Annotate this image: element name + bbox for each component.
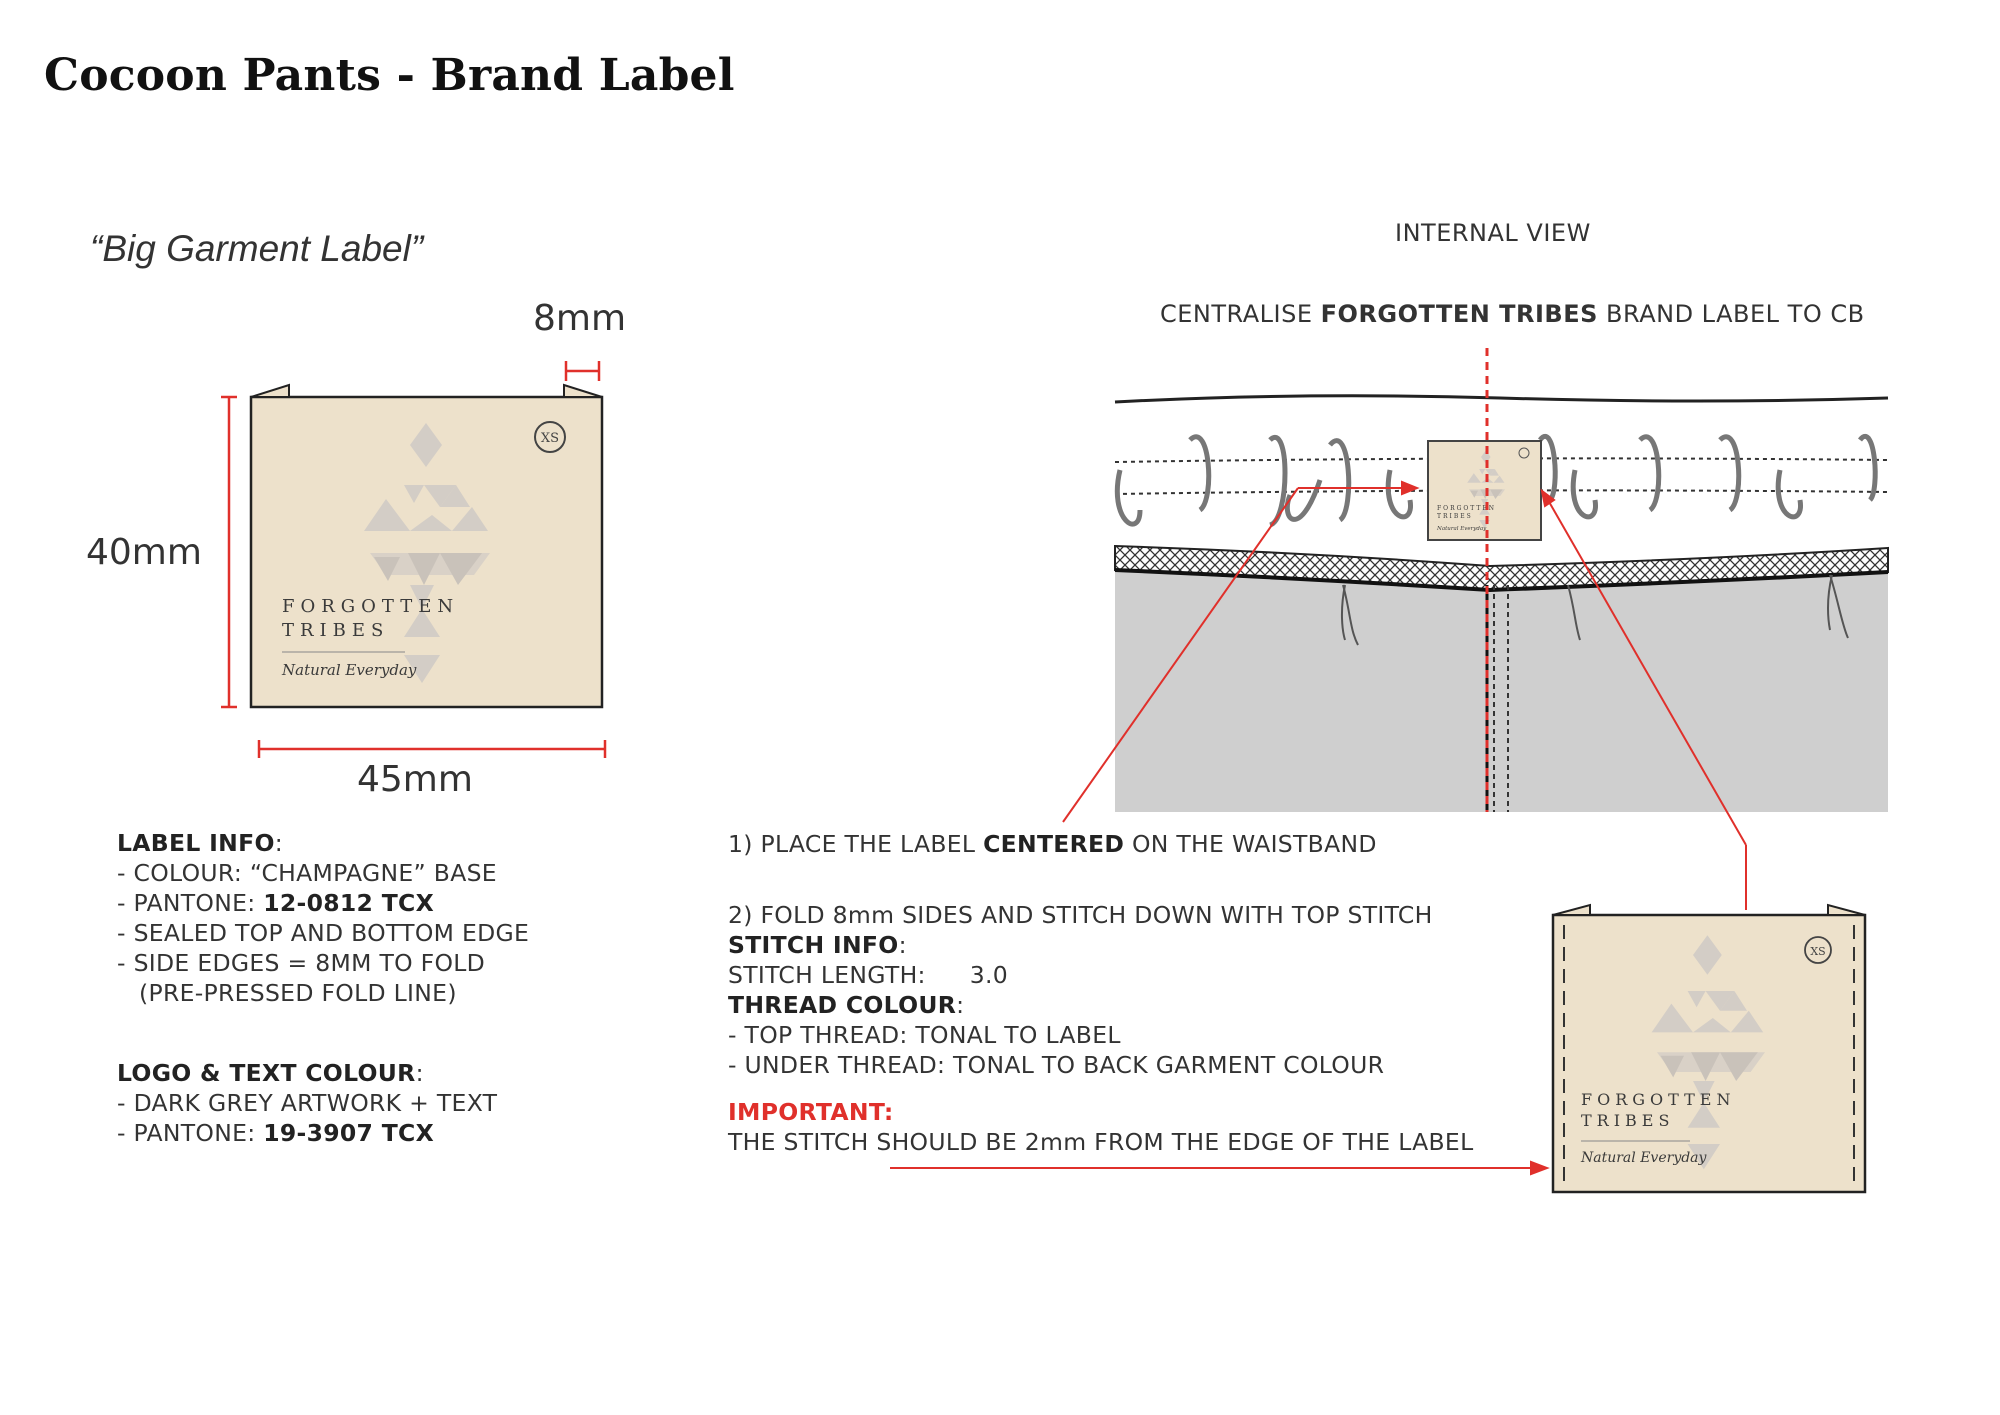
logo-info-heading: LOGO & TEXT COLOUR [117, 1059, 416, 1087]
list-item: - PANTONE: 12-0812 TCX [117, 889, 434, 917]
width-dimension-label: 45mm [357, 759, 473, 800]
brand-name-line1: FORGOTTEN [282, 596, 460, 617]
stitch-info-heading: STITCH INFO [728, 931, 899, 959]
size-badge-text: XS [540, 431, 560, 446]
important-heading: IMPORTANT [728, 1098, 884, 1126]
thread-top: - TOP THREAD: TONAL TO LABEL [728, 1021, 1121, 1049]
height-dimension-label: 40mm [86, 532, 202, 573]
svg-text:Natural Everyday: Natural Everyday [1437, 526, 1487, 532]
list-item: (PRE-PRESSED FOLD LINE) [139, 979, 457, 1007]
svg-text:TRIBES: TRIBES [1581, 1111, 1675, 1130]
svg-text:XS: XS [1810, 945, 1826, 958]
waistband-drawing [1115, 348, 1888, 812]
brand-name-line2: TRIBES [282, 620, 390, 641]
svg-text:Natural Everyday: Natural Everyday [1581, 1150, 1707, 1166]
list-item: - SEALED TOP AND BOTTOM EDGE [117, 919, 530, 947]
fold-tab-left [251, 385, 289, 397]
svg-text:FORGOTTEN: FORGOTTEN [1581, 1090, 1736, 1109]
list-item: - DARK GREY ARTWORK + TEXT [117, 1089, 498, 1117]
big-label-heading: “Big Garment Label” [90, 228, 424, 269]
tagline: Natural Everyday [282, 661, 417, 679]
page-title: Cocoon Pants - Brand Label [44, 50, 735, 101]
svg-text:TRIBES: TRIBES [1437, 513, 1473, 520]
fold-tab-right [564, 385, 602, 397]
label-info-heading: LABEL INFO [117, 829, 275, 857]
logo-info-block: LOGO & TEXT COLOUR: - DARK GREY ARTWORK + TEXT - PANTONE: 19-3907 TCX [117, 1059, 498, 1147]
internal-view-heading: INTERNAL VIEW [1395, 219, 1591, 247]
list-item: - COLOUR: “CHAMPAGNE” BASE [117, 859, 497, 887]
stitch-length: STITCH LENGTH: 3.0 [728, 961, 1009, 989]
step-1: 1) PLACE THE LABEL CENTERED ON THE WAISTBAND [728, 830, 1377, 858]
garment-back [1115, 565, 1888, 812]
step-2: 2) FOLD 8mm SIDES AND STITCH DOWN WITH TOP STITCH [728, 901, 1433, 929]
big-label-drawing [251, 385, 602, 707]
list-item: - PANTONE: 19-3907 TCX [117, 1119, 434, 1147]
important-block: IMPORTANT: THE STITCH SHOULD BE 2mm FROM THE EDGE OF THE LABEL [728, 1098, 1474, 1156]
thread-colour-heading: THREAD COLOUR [728, 991, 957, 1019]
important-text: THE STITCH SHOULD BE 2mm FROM THE EDGE OF THE LABEL [728, 1128, 1474, 1156]
label-info-block: LABEL INFO: - COLOUR: “CHAMPAGNE” BASE - PANTONE: 12-0812 TCX - SEALED TOP AND BOTTOM EDGE - SIDE EDGES = 8MM TO FOLD (PRE-PRESSED FOLD LINE) [117, 829, 530, 1007]
waistband-top-edge [1115, 396, 1888, 402]
fold-dimension-label: 8mm [533, 298, 627, 339]
list-item: - SIDE EDGES = 8MM TO FOLD [117, 949, 486, 977]
svg-text:FORGOTTEN: FORGOTTEN [1437, 505, 1497, 512]
thread-under: - UNDER THREAD: TONAL TO BACK GARMENT COLOUR [728, 1051, 1385, 1079]
centralise-instruction: CENTRALISE FORGOTTEN TRIBES BRAND LABEL TO CB [1160, 300, 1865, 328]
step-2-block: 2) FOLD 8mm SIDES AND STITCH DOWN WITH TOP STITCH STITCH INFO: STITCH LENGTH: 3.0 THREAD COLOUR: - TOP THREAD: TONAL TO LABEL - UNDER THREAD: TONAL TO BACK GARMENT COLOUR [728, 901, 1433, 1079]
label-detail-drawing [1553, 905, 1865, 1192]
